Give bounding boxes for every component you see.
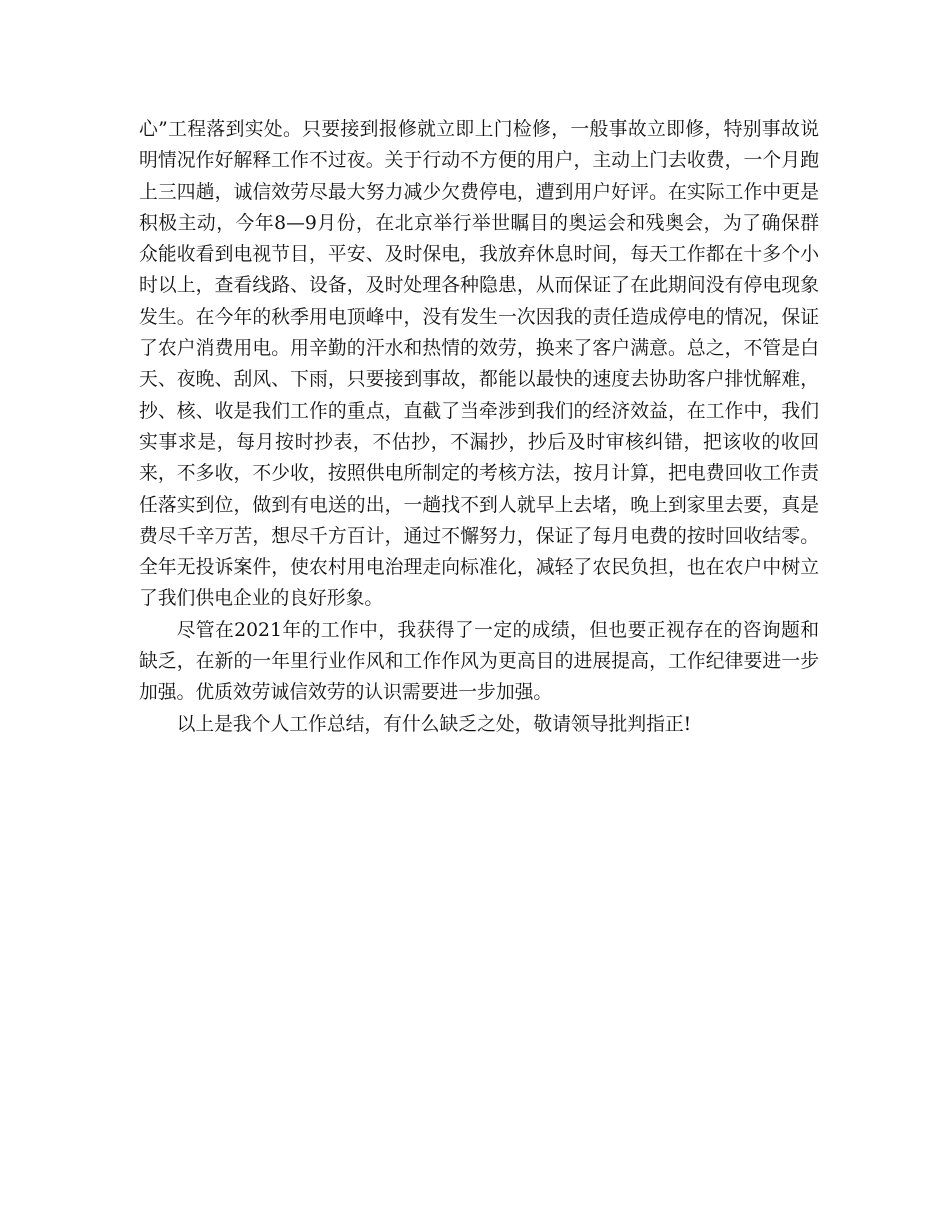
paragraph-2: 尽管在2021年的工作中，我获得了一定的成绩，但也要正视存在的咨询题和缺乏，在新的一年里行业作风和工作作风为更高目的进展提高，工作纪律要进一步加强。优质效劳诚信效劳的认识需要进一步加强。 [139,619,819,704]
paragraph-1: 心”工程落到实处。只要接到报修就立即上门检修，一般事故立即修，特别事故说明情况作好解释工作不过夜。关于行动不方便的用户，主动上门去收费，一个月跑上三四趟，诚信效劳尽最大努力减少欠费停电，遭到用户好评。在实际工作中更是积极主动，今年8—9月份，在北京举行举世瞩目的奥运会和残奥会，为了确保群众能收看到电视节目，平安、及时保电，我放弃休息时间，每天工作都在十多个小时以上，查看线路、设备，及时处理各种隐患，从而保证了在此期间没有停电现象发生。在今年的秋季用电顶峰中，没有发生一次因我的责任造成停电的情况，保证了农户消费用电。用辛勤的汗水和热情的效劳，换来了客户满意。总之，不管是白天、夜晚、刮风、下雨，只要接到事故，都能以最快的速度去协助客户排忧解难，抄、核、收是我们工作的重点，直截了当牵涉到我们的经济效益，在工作中，我们实事求是，每月按时抄表，不估抄，不漏抄，抄后及时审核纠错，把该收的收回来，不多收，不少收，按照供电所制定的考核方法，按月计算，把电费回收工作责任落实到位，做到有电送的出，一趟找不到人就早上去堵，晚上到家里去要，真是费尽千辛万苦，想尽千方百计，通过不懈努力，保证了每月电费的按时回收结零。全年无投诉案件，使农村用电治理走向标准化，减轻了农民负担，也在农户中树立了我们供电企业的良好形象。 [139,119,819,610]
document-body [139,114,819,740]
paragraph-3: 以上是我个人工作总结，有什么缺乏之处，敬请领导批判指正! [176,713,692,735]
